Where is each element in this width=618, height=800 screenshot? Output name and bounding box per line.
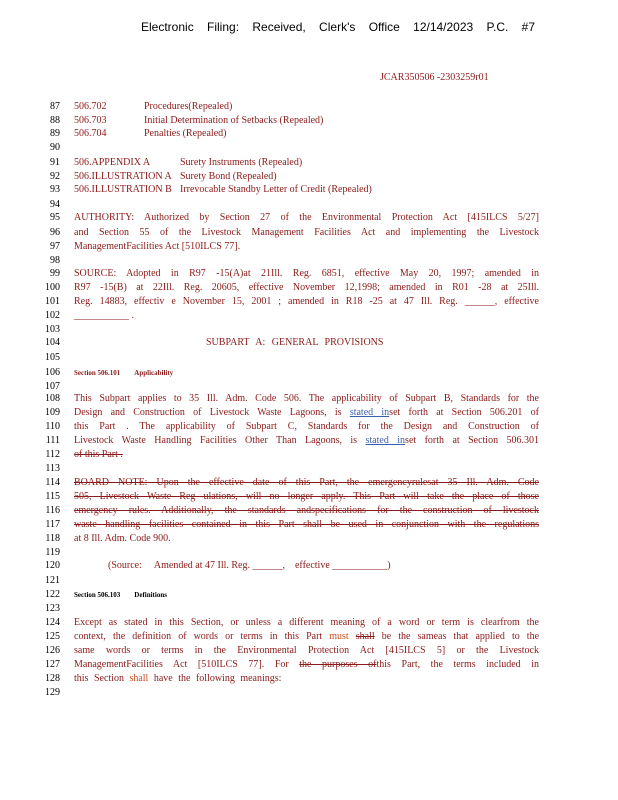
- toc-title: Surety Bond (Repealed): [180, 171, 277, 182]
- line-number: 107: [45, 381, 60, 392]
- paragraph-line: This Subpart applies to 35 Ill. Adm. Code 506. The applicability of Subpart B, Standards for the: [74, 393, 539, 404]
- inserted-text: stated in: [365, 435, 406, 446]
- line-number: 106: [45, 367, 60, 378]
- text-run: this Section: [74, 673, 124, 684]
- deleted-text: shall: [355, 631, 375, 642]
- toc-number: 506.ILLUSTRATION B: [74, 184, 172, 195]
- line-number: 94: [50, 199, 60, 210]
- deleted-text: of this Part .: [74, 449, 123, 460]
- line-number: 112: [45, 449, 60, 460]
- filing-header: Electronic Filing: Received, Clerk's Office 12/14/2023 P.C. #7: [141, 20, 536, 34]
- line-number: 97: [50, 241, 60, 252]
- board-note-line: emergency rules. Additionally, the standards andspecifications for the construction of livestock: [74, 505, 539, 516]
- paragraph-line: Except as stated in this Section, or unless a different meaning of a word or term is clearfrom the: [74, 617, 539, 628]
- toc-number: 506.ILLUSTRATION A: [74, 171, 172, 182]
- toc-row: [74, 157, 303, 169]
- line-number: 111: [45, 435, 60, 446]
- text-run: Livestock Waste Handling Facilities Other Than Lagoons, is: [74, 435, 358, 446]
- line-number: 109: [45, 407, 60, 418]
- inserted-text: shall: [129, 673, 149, 684]
- toc-row: [74, 184, 372, 196]
- text-run: this Part, the terms included in: [376, 659, 539, 670]
- line-number: 102: [45, 310, 60, 321]
- line-number: 125: [45, 631, 60, 642]
- line-number: 122: [45, 589, 60, 600]
- paragraph-line: [74, 407, 539, 419]
- line-number: 120: [45, 560, 60, 571]
- authority-line: AUTHORITY: Authorized by Section 27 of the Environmental Protection Act [415ILCS 5/27]: [74, 212, 539, 223]
- source-line: R97 -15(B) at 22Ill. Reg. 20605, effective November 12,1998; amended in R01 -28 at 25Ill.: [74, 282, 539, 293]
- line-number: 119: [45, 547, 60, 558]
- authority-line: and Section 55 of the Livestock Management Facilities Act and implementing the Livestock: [74, 227, 539, 238]
- line-number: 99: [50, 268, 60, 279]
- source-line: SOURCE: Adopted in R97 -15(A)at 21Ill. Reg. 6851, effective May 20, 1997; amended in: [74, 268, 539, 279]
- jcar-code: JCAR350506 -2303259r01: [380, 72, 489, 83]
- text-run: effective ___________): [294, 560, 391, 571]
- source-line: Reg. 14883, effectiv e November 15, 2001 ; amended in R18 -25 at 47 Ill. Reg. ______, effective: [74, 296, 539, 307]
- section-title: Applicability: [134, 369, 174, 377]
- toc-number: 506.702: [74, 101, 107, 112]
- line-number: 121: [45, 575, 60, 586]
- toc-row: [74, 128, 227, 140]
- toc-row: [74, 101, 233, 113]
- authority-line: ManagementFacilities Act [510ILCS 77].: [74, 241, 241, 252]
- line-number: 89: [50, 128, 60, 139]
- text-run: have the following meanings:: [153, 673, 282, 684]
- inserted-text: stated in: [349, 407, 390, 418]
- text-run: Amended at 47 Ill. Reg. ______,: [153, 560, 285, 571]
- line-number: 100: [45, 282, 60, 293]
- source-line: ___________ .: [74, 310, 134, 321]
- deleted-text: the purposes of: [299, 659, 377, 670]
- section-title: Definitions: [134, 591, 167, 599]
- line-number: 101: [45, 296, 60, 307]
- line-number: 88: [50, 115, 60, 126]
- line-number: 129: [45, 687, 60, 698]
- toc-title: Procedures(Repealed): [144, 101, 233, 112]
- line-number: 127: [45, 659, 60, 670]
- board-note-line: waste handling facilities contained in this Part shall be used in conjunction with the regulations: [74, 519, 539, 530]
- section-number: Section 506.101: [74, 369, 121, 377]
- line-number: 123: [45, 603, 60, 614]
- line-number: 115: [45, 491, 60, 502]
- line-number: 104: [45, 337, 60, 348]
- toc-number: 506.704: [74, 128, 107, 139]
- paragraph-line: [74, 673, 281, 685]
- paragraph-line: this Part . The applicability of Subpart C, Standards for the Design and Construction of: [74, 421, 539, 432]
- toc-row: [74, 115, 324, 127]
- board-note-line: BOARD NOTE: Upon the effective date of this Part, the emergencyrulesat 35 Ill. Adm. Code: [74, 477, 539, 488]
- section-number: Section 506.103: [74, 591, 121, 599]
- toc-title: Penalties (Repealed): [144, 128, 227, 139]
- line-number: 92: [50, 171, 60, 182]
- line-number: 116: [45, 505, 60, 516]
- line-number: 113: [45, 463, 60, 474]
- section-heading: [74, 589, 167, 601]
- line-number: 95: [50, 212, 60, 223]
- line-number: 103: [45, 324, 60, 335]
- toc-title: Surety Instruments (Repealed): [180, 157, 303, 168]
- text-run: set forth at Section 506.201 of: [389, 407, 540, 418]
- line-number: 96: [50, 227, 60, 238]
- toc-title: Initial Determination of Setbacks (Repealed): [144, 115, 324, 126]
- line-number: 124: [45, 617, 60, 628]
- text-run: ManagementFacilities Act [510ILCS 77]. For: [74, 659, 289, 670]
- text-run: Design and Construction of Livestock Waste Lagoons, is: [74, 407, 342, 418]
- source-note: [108, 560, 391, 572]
- line-number: 128: [45, 673, 60, 684]
- toc-row: [74, 171, 277, 183]
- board-note-line: 505, Livestock Waste Reg ulations, will no longer apply. This Part will take the place of those: [74, 491, 539, 502]
- line-number: 108: [45, 393, 60, 404]
- line-number: 114: [45, 477, 60, 488]
- line-number: 93: [50, 184, 60, 195]
- line-number: 90: [50, 142, 60, 153]
- paragraph-line: [74, 659, 539, 671]
- text-run: set forth at Section 506.301: [405, 435, 540, 446]
- paragraph-line: [74, 435, 539, 447]
- line-number: 105: [45, 352, 60, 363]
- toc-title: Irrevocable Standby Letter of Credit (Repealed): [180, 184, 372, 195]
- toc-number: 506.703: [74, 115, 107, 126]
- paragraph-line: [74, 631, 539, 643]
- line-number: 118: [45, 533, 60, 544]
- toc-number: 506.APPENDIX A: [74, 157, 151, 168]
- text-run: be the sameas that applied to the: [381, 631, 540, 642]
- line-number: 126: [45, 645, 60, 656]
- inserted-text: must: [329, 631, 349, 642]
- line-number: 110: [45, 421, 60, 432]
- paragraph-line: same words or terms in the Environmental Protection Act [415ILCS 5] or the Livestock: [74, 645, 539, 656]
- line-number: 117: [45, 519, 60, 530]
- text-run: context, the definition of words or terms in this Part: [74, 631, 323, 642]
- text-run: (Source:: [108, 560, 142, 571]
- section-heading: [74, 367, 173, 379]
- line-number: 98: [50, 255, 60, 266]
- subpart-heading: SUBPART A: GENERAL PROVISIONS: [206, 337, 384, 348]
- line-number: 91: [50, 157, 60, 168]
- board-note-line: at 8 Ill. Adm. Code 900.: [74, 533, 171, 544]
- line-number: 87: [50, 101, 60, 112]
